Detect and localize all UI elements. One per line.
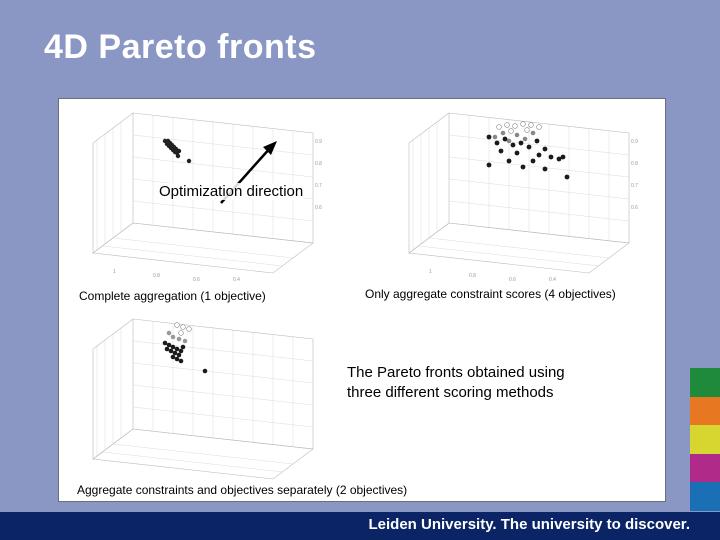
color-block-blue bbox=[690, 482, 720, 511]
svg-text:0.8: 0.8 bbox=[631, 161, 638, 167]
svg-text:0.8: 0.8 bbox=[153, 273, 160, 279]
svg-text:0.8: 0.8 bbox=[315, 161, 322, 167]
description-line-2: three different scoring methods bbox=[347, 384, 554, 401]
plot-3-caption: Aggregate constraints and objectives separately (2 objectives) bbox=[77, 483, 408, 497]
plot-2-caption: Only aggregate constraint scores (4 objectives) bbox=[365, 287, 616, 301]
description-line-1: The Pareto fronts obtained using bbox=[347, 364, 565, 381]
slide-title: 4D Pareto fronts bbox=[44, 28, 317, 66]
color-block-yellow bbox=[690, 425, 720, 454]
svg-text:0.6: 0.6 bbox=[315, 205, 322, 211]
svg-text:0.8: 0.8 bbox=[469, 273, 476, 279]
svg-text:0.6: 0.6 bbox=[631, 205, 638, 211]
plot-1-caption: Complete aggregation (1 objective) bbox=[79, 289, 266, 303]
color-block-magenta bbox=[690, 454, 720, 483]
svg-text:0.6: 0.6 bbox=[509, 277, 516, 283]
footer-bar bbox=[0, 512, 720, 540]
description-text bbox=[347, 363, 565, 403]
svg-text:0.7: 0.7 bbox=[315, 183, 322, 189]
svg-text:0.4: 0.4 bbox=[233, 277, 240, 283]
pareto-plot-2 bbox=[389, 103, 639, 283]
color-block-orange bbox=[690, 397, 720, 426]
svg-text:1: 1 bbox=[429, 269, 432, 275]
svg-text:0.7: 0.7 bbox=[631, 183, 638, 189]
color-strip bbox=[690, 368, 720, 511]
svg-text:0.9: 0.9 bbox=[315, 139, 322, 145]
svg-text:0.4: 0.4 bbox=[549, 277, 556, 283]
svg-text:0.9: 0.9 bbox=[631, 139, 638, 145]
content-panel bbox=[58, 98, 666, 502]
optimization-direction-label: Optimization direction bbox=[159, 183, 304, 200]
svg-text:0.6: 0.6 bbox=[193, 277, 200, 283]
color-block-green bbox=[690, 368, 720, 397]
pareto-plot-3 bbox=[73, 309, 323, 484]
svg-text:1: 1 bbox=[113, 269, 116, 275]
footer-text: Leiden University. The university to discover. bbox=[368, 516, 690, 533]
